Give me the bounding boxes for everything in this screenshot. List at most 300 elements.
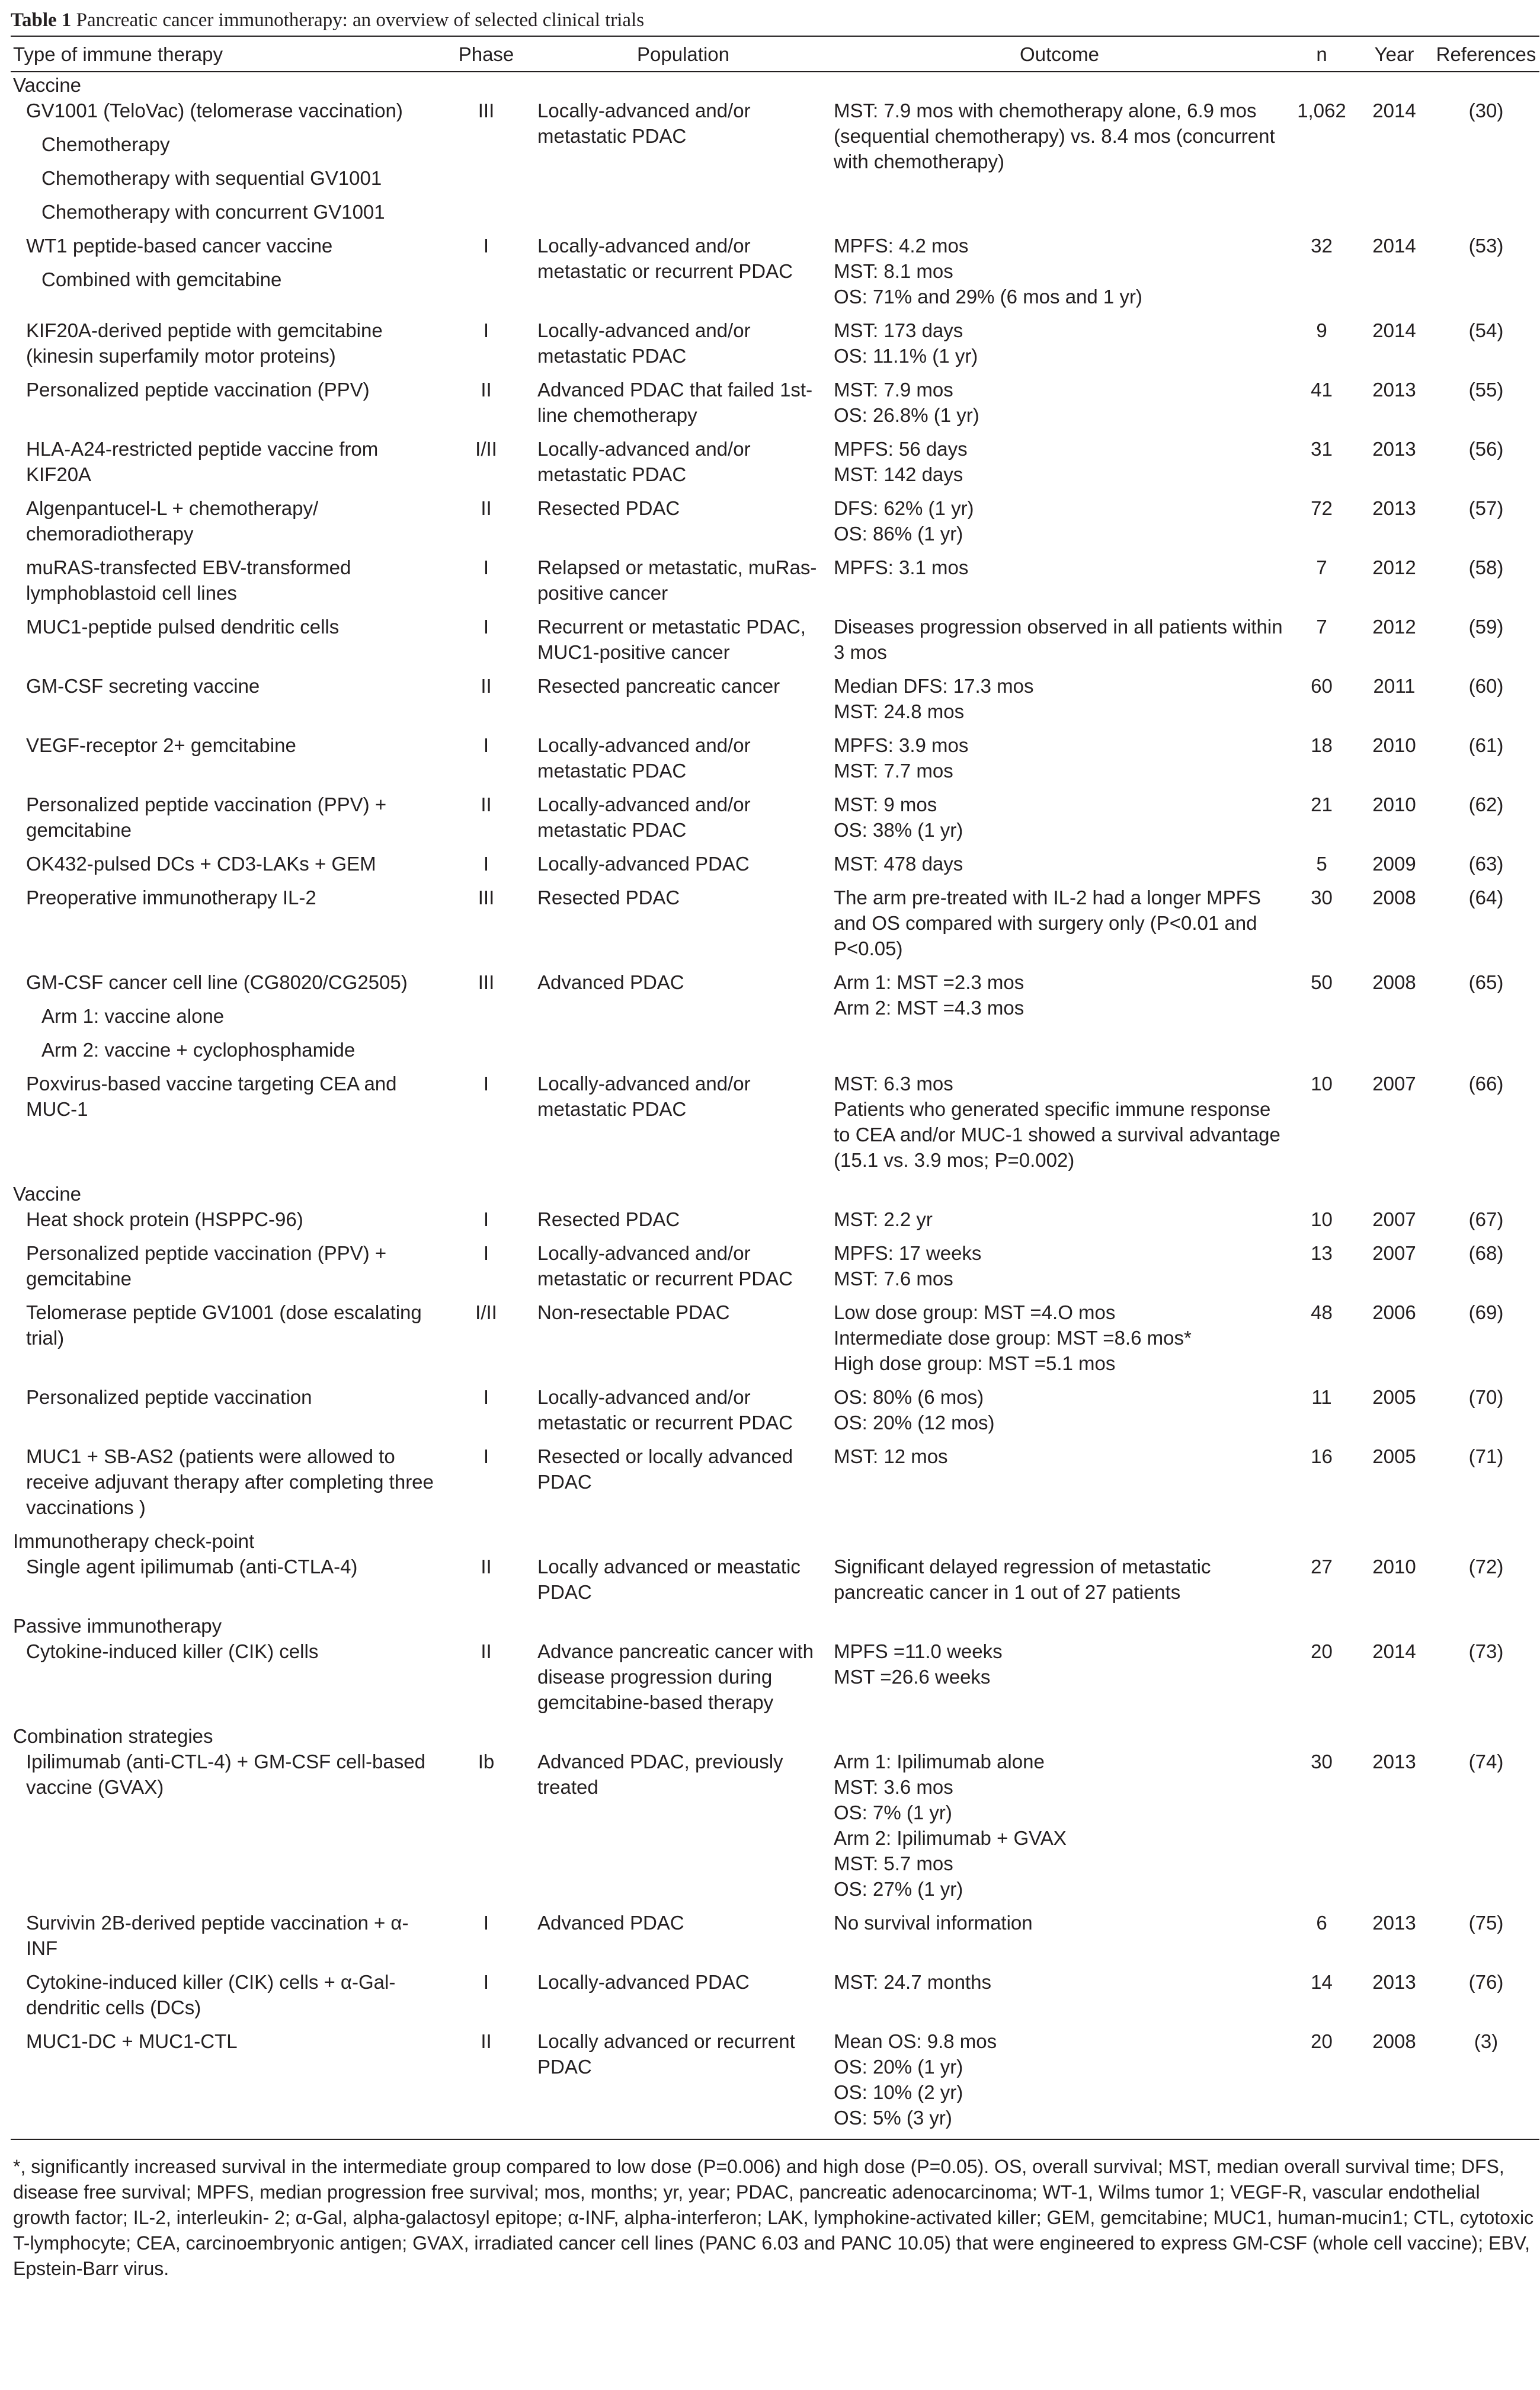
section-row — [11, 1723, 1539, 1749]
cell-reference: (67) — [1468, 1208, 1504, 1230]
outcome-line: MST: 7.9 mos with chemotherapy alone, 6.9 mos (sequential chemotherapy) vs. 8.4 mos (concurrent with chemotherapy) — [834, 100, 1275, 172]
section-row — [11, 1181, 1539, 1207]
outcome-line: MST: 24.7 months — [834, 1971, 991, 1993]
cell-population: Resected PDAC — [537, 497, 680, 519]
header-references: References — [1433, 36, 1539, 72]
cell-year: 2010 — [1372, 734, 1416, 756]
cell-reference: (30) — [1468, 100, 1504, 121]
cell-year: 2007 — [1372, 1242, 1416, 1264]
trial-row — [11, 555, 1539, 614]
cell-reference: (63) — [1468, 853, 1504, 875]
cell-phase: II — [481, 379, 492, 401]
cell-therapy-type — [11, 1300, 437, 1384]
therapy-name: OK432-pulsed DCs + CD3-LAKs + GEM — [26, 853, 376, 875]
outcome-line: Arm 1: Ipilimumab alone — [834, 1751, 1045, 1772]
cell-outcome — [831, 1240, 1288, 1300]
cell-reference: (64) — [1468, 887, 1504, 908]
table-footnote: *, significantly increased survival in the intermediate group compared to low dose (P=0.006) and high dose (P=0.05). OS, overall survival; MST, median overall survival time; DFS, disease free survival; MPFS, median progression free survival; mos, months; yr, year; PDAC, pancreatic adenocarcinoma; WT-1, Wilms tumor 1; VEGF-R, vascular endothelial growth factor; IL-2, interleukin- 2; α-Gal, alpha-galactosyl epitope; α-INF, alpha-interferon; LAK, lymphokine-activated killer; GEM, gemcitabine; MUC1, human-mucin1; CTL, cytotoxic T-lymphocyte; CEA, carcinoembryonic antigen; GVAX, irradiated cancer cell lines (PANC 6.03 and PANC 10.05) that were engineered to express GM-CSF (whole cell vaccine); EBV, Epstein-Barr virus. — [13, 2156, 1534, 2279]
outcome-line: MPFS: 56 days — [834, 438, 968, 460]
cell-therapy-type — [11, 495, 437, 555]
cell-phase: I — [483, 1073, 489, 1095]
outcome-line: OS: 10% (2 yr) — [834, 2081, 963, 2103]
cell-phase: I — [483, 1912, 489, 1934]
trial-row — [11, 318, 1539, 377]
cell-year: 2013 — [1372, 1912, 1416, 1934]
outcome-line: OS: 20% (12 mos) — [834, 1412, 995, 1434]
therapy-name: Personalized peptide vaccination (PPV) — [26, 379, 370, 401]
cell-therapy-type — [11, 673, 437, 732]
outcome-line: MST: 7.9 mos — [834, 379, 953, 401]
cell-n: 10 — [1311, 1073, 1333, 1095]
cell-population: Advanced PDAC that failed 1st-line chemotherapy — [537, 379, 813, 426]
cell-reference: (57) — [1468, 497, 1504, 519]
section-row — [11, 72, 1539, 98]
outcome-line: High dose group: MST =5.1 mos — [834, 1352, 1116, 1374]
cell-therapy-type — [11, 885, 437, 970]
cell-therapy-type — [11, 1910, 437, 1969]
section-title: Immunotherapy check-point — [13, 1530, 255, 1552]
trial-row — [11, 1910, 1539, 1969]
cell-population: Relapsed or metastatic, muRas-positive cancer — [537, 556, 817, 604]
outcome-line: MST: 7.7 mos — [834, 760, 953, 782]
cell-outcome — [831, 98, 1288, 233]
trial-row — [11, 792, 1539, 851]
outcome-line: Arm 1: MST =2.3 mos — [834, 971, 1024, 993]
therapy-name: MUC1-DC + MUC1-CTL — [26, 2030, 238, 2052]
outcome-line: MST: 9 mos — [834, 794, 937, 815]
therapy-name: GM-CSF secreting vaccine — [26, 675, 260, 697]
trial-row — [11, 970, 1539, 1071]
trial-row — [11, 98, 1539, 233]
cell-phase: I — [483, 1386, 489, 1408]
cell-therapy-type — [11, 555, 437, 614]
outcome-line: DFS: 62% (1 yr) — [834, 497, 974, 519]
outcome-line: Arm 2: MST =4.3 mos — [834, 997, 1024, 1019]
cell-outcome — [831, 2029, 1288, 2139]
cell-outcome — [831, 1554, 1288, 1613]
trial-row — [11, 885, 1539, 970]
cell-therapy-type — [11, 970, 437, 1071]
outcome-line: Arm 2: Ipilimumab + GVAX — [834, 1827, 1067, 1849]
cell-outcome — [831, 673, 1288, 732]
cell-n: 14 — [1311, 1971, 1333, 1993]
therapy-name: Personalized peptide vaccination (PPV) + gemcitabine — [26, 1242, 387, 1290]
therapy-subitem: Arm 1: vaccine alone — [41, 1005, 225, 1027]
cell-phase: III — [478, 971, 495, 993]
cell-outcome — [831, 792, 1288, 851]
outcome-line: MPFS: 4.2 mos — [834, 235, 969, 257]
section-title: Vaccine — [13, 74, 81, 96]
cell-n: 20 — [1288, 2029, 1356, 2139]
outcome-line: MST: 142 days — [834, 463, 963, 485]
cell-therapy-type — [11, 1639, 437, 1723]
cell-phase: I/II — [475, 1301, 497, 1323]
cell-phase: Ib — [478, 1751, 495, 1772]
cell-therapy-type — [11, 1384, 437, 1444]
cell-year: 2005 — [1372, 1386, 1416, 1408]
cell-year: 2012 — [1372, 616, 1416, 638]
cell-phase: I — [483, 1208, 489, 1230]
cell-phase: I — [483, 853, 489, 875]
header-year: Year — [1356, 36, 1433, 72]
therapy-name: MUC1-peptide pulsed dendritic cells — [26, 616, 340, 638]
outcome-line: MST: 12 mos — [834, 1445, 948, 1467]
cell-reference: (53) — [1468, 235, 1504, 257]
cell-population: Advanced PDAC — [537, 971, 684, 993]
outcome-line: OS: 86% (1 yr) — [834, 523, 963, 545]
outcome-line: OS: 20% (1 yr) — [834, 2056, 963, 2078]
trial-row — [11, 1240, 1539, 1300]
cell-phase: II — [481, 675, 492, 697]
header-population: Population — [535, 36, 831, 72]
therapy-subitem: Chemotherapy — [41, 133, 170, 155]
cell-reference: (55) — [1468, 379, 1504, 401]
cell-n: 21 — [1311, 794, 1333, 815]
cell-outcome — [831, 1300, 1288, 1384]
section-row — [11, 1528, 1539, 1554]
cell-outcome — [831, 1910, 1288, 1969]
cell-population: Advanced PDAC, previously treated — [537, 1751, 783, 1798]
cell-phase: I — [483, 1242, 489, 1264]
trial-row — [11, 436, 1539, 495]
trial-row — [11, 377, 1539, 436]
trial-row — [11, 851, 1539, 885]
cell-population: Locally-advanced and/or metastatic PDAC — [537, 438, 751, 485]
cell-population: Locally advanced or recurrent PDAC — [535, 2029, 831, 2139]
outcome-line: OS: 71% and 29% (6 mos and 1 yr) — [834, 286, 1142, 308]
cell-phase: I — [483, 1445, 489, 1467]
cell-population: Locally-advanced and/or metastatic PDAC — [537, 1073, 751, 1120]
cell-outcome — [831, 233, 1288, 318]
cell-phase: I — [483, 1971, 489, 1993]
cell-therapy-type — [11, 1444, 437, 1528]
cell-reference: (75) — [1468, 1912, 1504, 1934]
cell-therapy-type — [11, 436, 437, 495]
cell-n: 1,062 — [1297, 100, 1346, 121]
outcome-line: OS: 80% (6 mos) — [834, 1386, 984, 1408]
cell-n: 6 — [1316, 1912, 1327, 1934]
cell-phase: I — [483, 616, 489, 638]
cell-outcome — [831, 1071, 1288, 1181]
cell-year: 2013 — [1372, 1971, 1416, 1993]
outcome-line: MPFS =11.0 weeks — [834, 1640, 1003, 1662]
therapy-name: Ipilimumab (anti-CTL-4) + GM-CSF cell-based vaccine (GVAX) — [26, 1751, 425, 1798]
cell-year: 2008 — [1372, 971, 1416, 993]
outcome-line: MST: 173 days — [834, 319, 963, 341]
cell-phase: II — [481, 497, 492, 519]
header-outcome: Outcome — [831, 36, 1288, 72]
cell-outcome — [831, 970, 1288, 1071]
outcome-line: MPFS: 3.1 mos — [834, 556, 969, 578]
therapy-name: Cytokine-induced killer (CIK) cells + α-Gal-dendritic cells (DCs) — [26, 1971, 396, 2018]
therapy-subitem: Chemotherapy with sequential GV1001 — [41, 167, 382, 189]
section-title: Passive immunotherapy — [13, 1615, 222, 1637]
cell-therapy-type — [11, 318, 437, 377]
cell-outcome — [831, 851, 1288, 885]
cell-year: 2007 — [1372, 1208, 1416, 1230]
outcome-line: MST: 5.7 mos — [834, 1853, 953, 1874]
cell-year: 2008 — [1372, 887, 1416, 908]
header-type: Type of immune therapy — [11, 36, 437, 72]
cell-reference: (74) — [1468, 1751, 1504, 1772]
cell-year: 2005 — [1372, 1445, 1416, 1467]
trial-row — [11, 233, 1539, 318]
cell-reference: (61) — [1468, 734, 1504, 756]
section-title: Vaccine — [13, 1183, 81, 1205]
cell-outcome — [831, 1444, 1288, 1528]
cell-year: 2010 — [1372, 794, 1416, 815]
cell-year: 2011 — [1373, 675, 1416, 697]
header-phase: Phase — [437, 36, 535, 72]
cell-reference: (70) — [1468, 1386, 1504, 1408]
outcome-line: Patients who generated specific immune response to CEA and/or MUC-1 showed a survival advantage (15.1 vs. 3.9 mos; P=0.002) — [834, 1098, 1280, 1171]
cell-n: 50 — [1311, 971, 1333, 993]
trial-row — [11, 1554, 1539, 1613]
outcome-line: MST: 3.6 mos — [834, 1776, 953, 1798]
cell-year: 2012 — [1372, 556, 1416, 578]
cell-year: 2008 — [1356, 2029, 1433, 2139]
cell-outcome — [831, 1207, 1288, 1240]
cell-population: Locally-advanced and/or metastatic PDAC — [537, 734, 751, 782]
cell-n: 18 — [1311, 734, 1333, 756]
table-body — [11, 72, 1539, 2139]
cell-population: Locally-advanced and/or metastatic PDAC — [537, 100, 751, 147]
outcome-line: Median DFS: 17.3 mos — [834, 675, 1034, 697]
cell-n: 7 — [1316, 556, 1327, 578]
cell-n: 9 — [1316, 319, 1327, 341]
cell-reference: (58) — [1468, 556, 1504, 578]
cell-outcome — [831, 614, 1288, 673]
therapy-subitem: Combined with gemcitabine — [41, 268, 282, 290]
cell-therapy-type — [11, 1207, 437, 1240]
section-title: Combination strategies — [13, 1725, 213, 1747]
cell-population: Locally-advanced and/or metastatic or recurrent PDAC — [537, 1386, 793, 1434]
cell-outcome — [831, 555, 1288, 614]
cell-population: Non-resectable PDAC — [537, 1301, 730, 1323]
cell-population: Recurrent or metastatic PDAC, MUC1-positive cancer — [537, 616, 806, 663]
document — [11, 5, 1539, 2282]
cell-n: 41 — [1311, 379, 1333, 401]
cell-n: 30 — [1311, 1751, 1333, 1772]
cell-population: Locally-advanced and/or metastatic PDAC — [537, 319, 751, 367]
outcome-line: OS: 7% (1 yr) — [834, 1802, 952, 1823]
therapy-name: GM-CSF cancer cell line (CG8020/CG2505) — [26, 971, 408, 993]
cell-outcome — [831, 732, 1288, 792]
cell-year: 2013 — [1372, 379, 1416, 401]
cell-outcome — [831, 436, 1288, 495]
cell-phase: II — [437, 2029, 535, 2139]
table-label: Table 1 — [11, 9, 72, 31]
cell-outcome — [831, 377, 1288, 436]
cell-year: 2009 — [1372, 853, 1416, 875]
cell-phase: I — [483, 556, 489, 578]
cell-year: 2013 — [1372, 1751, 1416, 1772]
therapy-name: KIF20A-derived peptide with gemcitabine (kinesin superfamily motor proteins) — [26, 319, 383, 367]
outcome-line: OS: 11.1% (1 yr) — [834, 345, 978, 367]
cell-n: 32 — [1311, 235, 1333, 257]
trial-row — [11, 1639, 1539, 1723]
therapy-name: Single agent ipilimumab (anti-CTLA-4) — [26, 1556, 358, 1578]
header-row — [11, 36, 1539, 72]
trial-row — [11, 732, 1539, 792]
outcome-line: MPFS: 3.9 mos — [834, 734, 969, 756]
cell-reference: (3) — [1433, 2029, 1539, 2139]
cell-reference: (73) — [1468, 1640, 1504, 1662]
trial-row — [11, 1207, 1539, 1240]
trial-row — [11, 495, 1539, 555]
outcome-line: OS: 5% (3 yr) — [834, 2107, 952, 2129]
cell-therapy-type — [11, 614, 437, 673]
cell-population: Resected PDAC — [537, 887, 680, 908]
cell-reference: (59) — [1468, 616, 1504, 638]
cell-outcome — [831, 318, 1288, 377]
outcome-line: MST: 6.3 mos — [834, 1073, 953, 1095]
cell-outcome — [831, 1969, 1288, 2029]
header-n: n — [1288, 36, 1356, 72]
outcome-line: No survival information — [834, 1912, 1033, 1934]
cell-year: 2014 — [1372, 319, 1416, 341]
cell-population: Locally-advanced and/or metastatic or recurrent PDAC — [537, 1242, 793, 1290]
cell-n: 30 — [1311, 887, 1333, 908]
therapy-name: MUC1 + SB-AS2 (patients were allowed to receive adjuvant therapy after completing three vaccinations ) — [26, 1445, 434, 1518]
therapy-subitem: Arm 2: vaccine + cyclophosphamide — [41, 1039, 356, 1061]
cell-therapy-type — [11, 1240, 437, 1300]
outcome-line: MST =26.6 weeks — [834, 1666, 991, 1688]
therapy-name: VEGF-receptor 2+ gemcitabine — [26, 734, 296, 756]
trial-row — [11, 1384, 1539, 1444]
outcome-line: OS: 26.8% (1 yr) — [834, 404, 979, 426]
outcome-line: MST: 478 days — [834, 853, 963, 875]
cell-population: Locally-advanced PDAC — [537, 1971, 750, 1993]
cell-phase: III — [478, 100, 495, 121]
therapy-name: Survivin 2B-derived peptide vaccination + α-INF — [26, 1912, 409, 1959]
cell-n: 31 — [1311, 438, 1333, 460]
cell-n: 72 — [1311, 497, 1333, 519]
cell-n: 5 — [1316, 853, 1327, 875]
cell-year: 2013 — [1372, 497, 1416, 519]
cell-n: 11 — [1311, 1386, 1332, 1408]
therapy-name: Preoperative immunotherapy IL-2 — [26, 887, 316, 908]
cell-year: 2013 — [1372, 438, 1416, 460]
therapy-name: muRAS-transfected EBV-transformed lymphoblastoid cell lines — [26, 556, 351, 604]
cell-therapy-type — [11, 792, 437, 851]
cell-reference: (76) — [1468, 1971, 1504, 1993]
cell-population: Resected or locally advanced PDAC — [537, 1445, 793, 1493]
trial-row — [11, 673, 1539, 732]
cell-year: 2006 — [1372, 1301, 1416, 1323]
trial-row — [11, 1969, 1539, 2029]
cell-outcome — [831, 1639, 1288, 1723]
outcome-line: OS: 38% (1 yr) — [834, 819, 963, 841]
cell-outcome — [831, 885, 1288, 970]
cell-therapy-type — [11, 2029, 437, 2139]
cell-therapy-type — [11, 1969, 437, 2029]
therapy-name: Personalized peptide vaccination (PPV) + gemcitabine — [26, 794, 387, 841]
cell-phase: I — [483, 235, 489, 257]
cell-phase: II — [481, 1640, 492, 1662]
therapy-name: Personalized peptide vaccination — [26, 1386, 312, 1408]
cell-population: Resected PDAC — [537, 1208, 680, 1230]
trial-row — [11, 1300, 1539, 1384]
therapy-name: Cytokine-induced killer (CIK) cells — [26, 1640, 319, 1662]
cell-outcome — [831, 1749, 1288, 1910]
cell-reference: (66) — [1468, 1073, 1504, 1095]
cell-year: 2014 — [1372, 100, 1416, 121]
table-title: Pancreatic cancer immunotherapy: an overview of selected clinical trials — [76, 9, 645, 31]
cell-reference: (71) — [1468, 1445, 1504, 1467]
outcome-line: Significant delayed regression of metastatic pancreatic cancer in 1 out of 27 patients — [834, 1556, 1211, 1603]
table-caption — [11, 5, 1539, 36]
therapy-name: Algenpantucel-L + chemotherapy/ chemoradiotherapy — [26, 497, 319, 545]
section-row — [11, 1613, 1539, 1639]
cell-population: Locally-advanced and/or metastatic or recurrent PDAC — [537, 235, 793, 282]
outcome-line: MST: 7.6 mos — [834, 1268, 953, 1290]
cell-phase: III — [478, 887, 495, 908]
outcome-line: Diseases progression observed in all patients within 3 mos — [834, 616, 1283, 663]
trials-table — [11, 36, 1539, 2140]
cell-year: 2014 — [1372, 235, 1416, 257]
cell-outcome — [831, 1384, 1288, 1444]
cell-reference: (72) — [1468, 1556, 1504, 1578]
cell-reference: (65) — [1468, 971, 1504, 993]
cell-phase: I — [483, 734, 489, 756]
cell-n: 7 — [1316, 616, 1327, 638]
cell-reference: (62) — [1468, 794, 1504, 815]
cell-n: 20 — [1311, 1640, 1333, 1662]
outcome-line: MPFS: 17 weeks — [834, 1242, 982, 1264]
trial-row — [11, 614, 1539, 673]
outcome-line: MST: 2.2 yr — [834, 1208, 933, 1230]
therapy-name: Telomerase peptide GV1001 (dose escalating trial) — [26, 1301, 422, 1349]
cell-therapy-type — [11, 732, 437, 792]
cell-phase: II — [481, 1556, 492, 1578]
cell-n: 13 — [1311, 1242, 1333, 1264]
cell-reference: (54) — [1468, 319, 1504, 341]
cell-population: Advance pancreatic cancer with disease progression during gemcitabine-based therapy — [537, 1640, 814, 1713]
trial-row — [11, 1071, 1539, 1181]
therapy-name: Poxvirus-based vaccine targeting CEA and MUC-1 — [26, 1073, 397, 1120]
cell-therapy-type — [11, 851, 437, 885]
cell-population: Locally-advanced PDAC — [537, 853, 750, 875]
outcome-line: The arm pre-treated with IL-2 had a longer MPFS and OS compared with surgery only (P<0.01 and P<0.05) — [834, 887, 1261, 959]
trial-row — [11, 1444, 1539, 1528]
cell-reference: (56) — [1468, 438, 1504, 460]
trial-row — [11, 1749, 1539, 1910]
cell-therapy-type — [11, 1554, 437, 1613]
outcome-line: Low dose group: MST =4.O mos — [834, 1301, 1116, 1323]
outcome-line: MST: 24.8 mos — [834, 700, 965, 722]
cell-population: Locally-advanced and/or metastatic PDAC — [537, 794, 751, 841]
outcome-line: OS: 27% (1 yr) — [834, 1878, 963, 1900]
cell-year: 2007 — [1372, 1073, 1416, 1095]
cell-therapy-type — [11, 1749, 437, 1910]
therapy-name: HLA-A24-restricted peptide vaccine from KIF20A — [26, 438, 379, 485]
cell-phase: I — [483, 319, 489, 341]
therapy-name: WT1 peptide-based cancer vaccine — [26, 235, 333, 257]
outcome-line: MST: 8.1 mos — [834, 260, 953, 282]
cell-population: Locally advanced or meastatic PDAC — [537, 1556, 801, 1603]
cell-phase: I/II — [475, 438, 497, 460]
therapy-subitem: Chemotherapy with concurrent GV1001 — [41, 201, 385, 223]
cell-therapy-type — [11, 98, 437, 233]
cell-reference: (69) — [1468, 1301, 1504, 1323]
cell-therapy-type — [11, 377, 437, 436]
cell-year: 2010 — [1372, 1556, 1416, 1578]
cell-population: Advanced PDAC — [537, 1912, 684, 1934]
cell-n: 48 — [1311, 1301, 1333, 1323]
cell-therapy-type — [11, 1071, 437, 1181]
trial-row — [11, 2029, 1539, 2139]
